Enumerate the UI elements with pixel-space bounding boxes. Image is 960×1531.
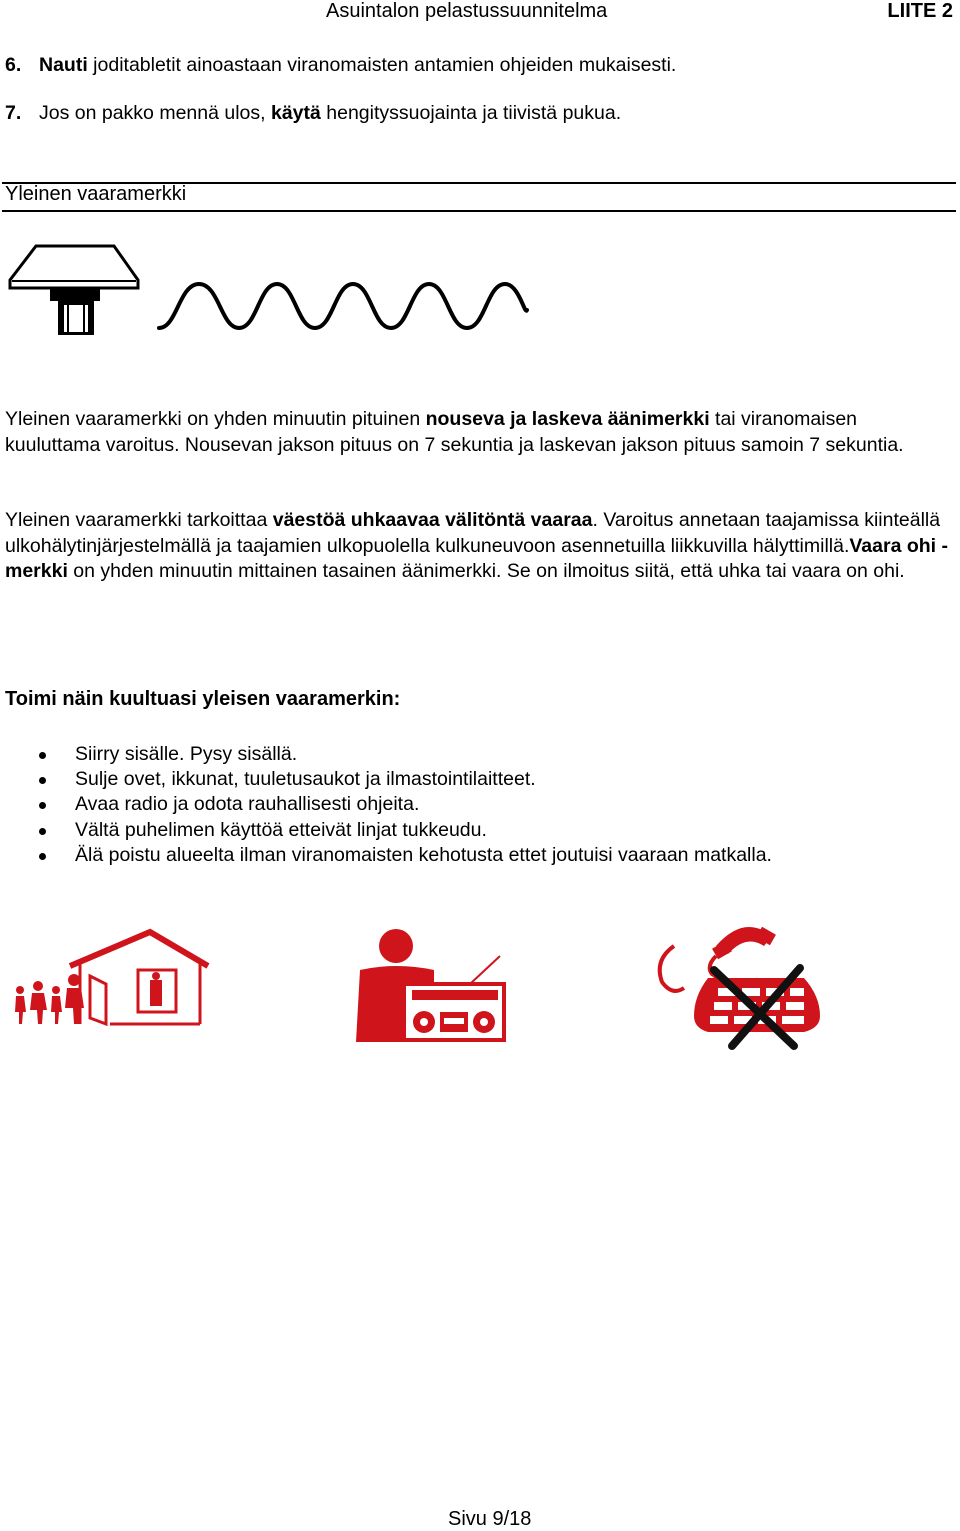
bullet-icon (39, 853, 46, 860)
heading-bottom-rule (2, 210, 956, 212)
listen-radio-icon (352, 926, 507, 1044)
section-heading: Yleinen vaaramerkki (5, 183, 187, 205)
siren-icon (8, 244, 142, 338)
list-item-text: Sulje ovet, ikkunat, tuuletusaukot ja ilmastointilaitteet. (75, 768, 536, 791)
paragraph-signal-meaning (5, 508, 955, 585)
bold-text: väestöä uhkaavaa välitöntä vaaraa (272, 509, 593, 531)
list-item-text: Vältä puhelimen käyttöä etteivät linjat tukkeudu. (75, 818, 487, 841)
bullet-icon (39, 752, 46, 759)
item-text-pre: Jos on pakko mennä ulos, (39, 102, 271, 124)
text: . Varoitus annetaan taajamissa kiinteällä ulkohälytinjärjestelmällä ja taajamien ulkopuolella kulkuneuvoon asennetuilla liikkuvilla hälyttimillä. (5, 509, 941, 557)
bullet-icon (39, 828, 46, 835)
text: tai viranomaisen kuuluttama varoitus. Nousevan jakson pituus on 7 sekuntia ja laskevan jakson pituus samoin 7 sekuntia. (5, 408, 904, 456)
instructions-heading: Toimi näin kuultuasi yleisen vaaramerkin: (5, 688, 401, 710)
no-phone-icon (654, 916, 826, 1048)
item-text: hengityssuojainta ja tiivistä pukua. (320, 102, 622, 124)
bold-text: Vaara ohi -merkki (5, 534, 948, 582)
go-indoors-icon (10, 930, 210, 1026)
page-number: Sivu 9/18 (448, 1508, 532, 1530)
sound-wave-icon (157, 278, 529, 336)
document-title: Asuintalon pelastussuunnitelma (326, 0, 608, 22)
text: on yhden minuutin mittainen tasainen äänimerkki. Se on ilmoitus siitä, että uhka tai vaara on ohi. (67, 560, 905, 582)
numbered-item-6 (5, 54, 676, 77)
list-item-text: Älä poistu alueelta ilman viranomaisten kehotusta ettet joutuisi vaaraan matkalla. (75, 843, 772, 866)
bold-text: nouseva ja laskeva äänimerkki (425, 408, 710, 430)
item-text: joditabletit ainoastaan viranomaisten antamien ohjeiden mukaisesti. (87, 54, 677, 76)
item-number: 7. (5, 102, 22, 124)
item-bold: Nauti (39, 54, 88, 76)
list-item-text: Siirry sisälle. Pysy sisällä. (75, 743, 298, 765)
text: Yleinen vaaramerkki tarkoittaa (5, 509, 273, 531)
bullet-icon (39, 802, 46, 809)
numbered-item-7 (5, 102, 621, 125)
item-bold: käytä (270, 102, 321, 124)
bullet-icon (39, 777, 46, 784)
appendix-label: LIITE 2 (887, 0, 953, 22)
item-number: 6. (5, 54, 22, 76)
text: Yleinen vaaramerkki on yhden minuutin pituinen (5, 408, 426, 430)
paragraph-signal-description (5, 407, 955, 458)
list-item-text: Avaa radio ja odota rauhallisesti ohjeita. (75, 793, 420, 816)
